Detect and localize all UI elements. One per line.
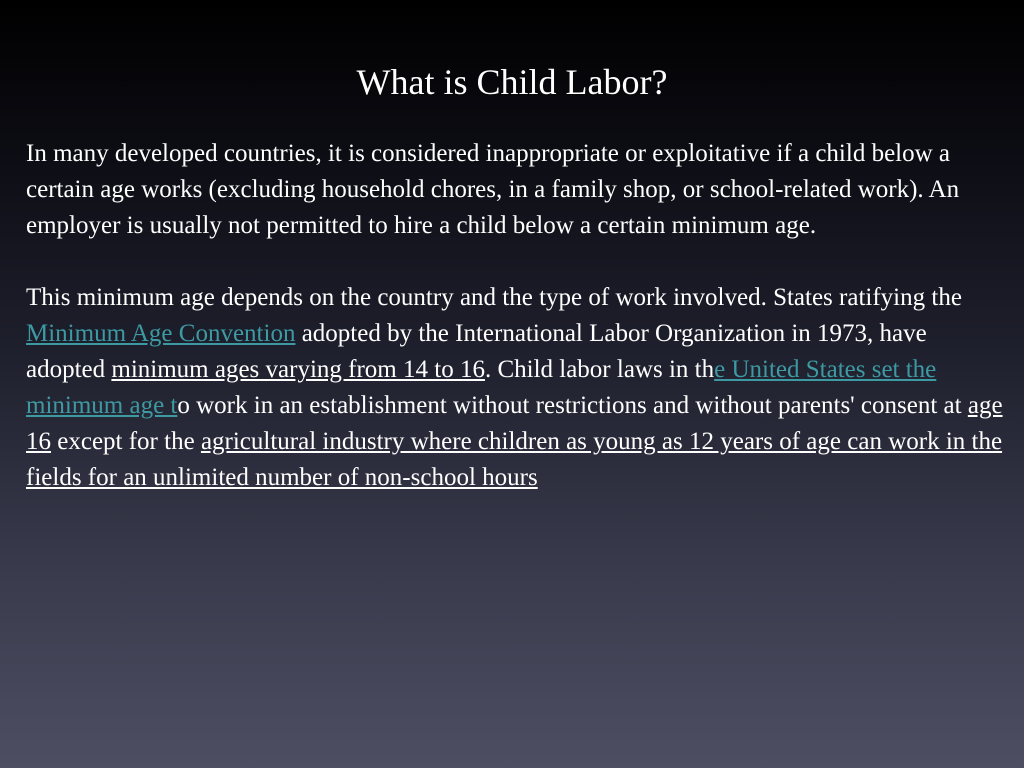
link-minimum-age-convention[interactable]: Minimum Age Convention	[26, 320, 296, 347]
slide-title: What is Child Labor?	[356, 62, 668, 102]
link-age-16[interactable]: age 16	[26, 392, 1003, 455]
link-agricultural-industry[interactable]: agricultural industry where children as young as 12 years of age can work in the fields for an unlimited number of non-school hours	[26, 428, 1003, 491]
link-minimum-ages-varying[interactable]: minimum ages varying from 14 to 16	[111, 356, 485, 383]
text-segment: This minimum age depends on the country and the type of work involved. States ratifying the	[26, 284, 962, 311]
slide-body	[26, 136, 1006, 496]
text-segment: o work in an establishment without restrictions and without parents' consent at	[177, 392, 968, 419]
paragraph-minimum-age	[26, 280, 1006, 496]
text-segment: except for the	[51, 428, 201, 455]
text-segment: . Child labor laws in th	[484, 356, 715, 383]
paragraph-definition: In many developed countries, it is considered inappropriate or exploitative if a child below a certain age works (excluding household chores, in a family shop, or school-related work). An employer is usually not permitted to hire a child below a certain minimum age.	[26, 140, 960, 239]
link-united-states-minimum-age[interactable]: e United States set the minimum age t	[26, 356, 937, 419]
text-segment: adopted by the International Labor Organization in 1973, have adopted	[26, 320, 927, 383]
